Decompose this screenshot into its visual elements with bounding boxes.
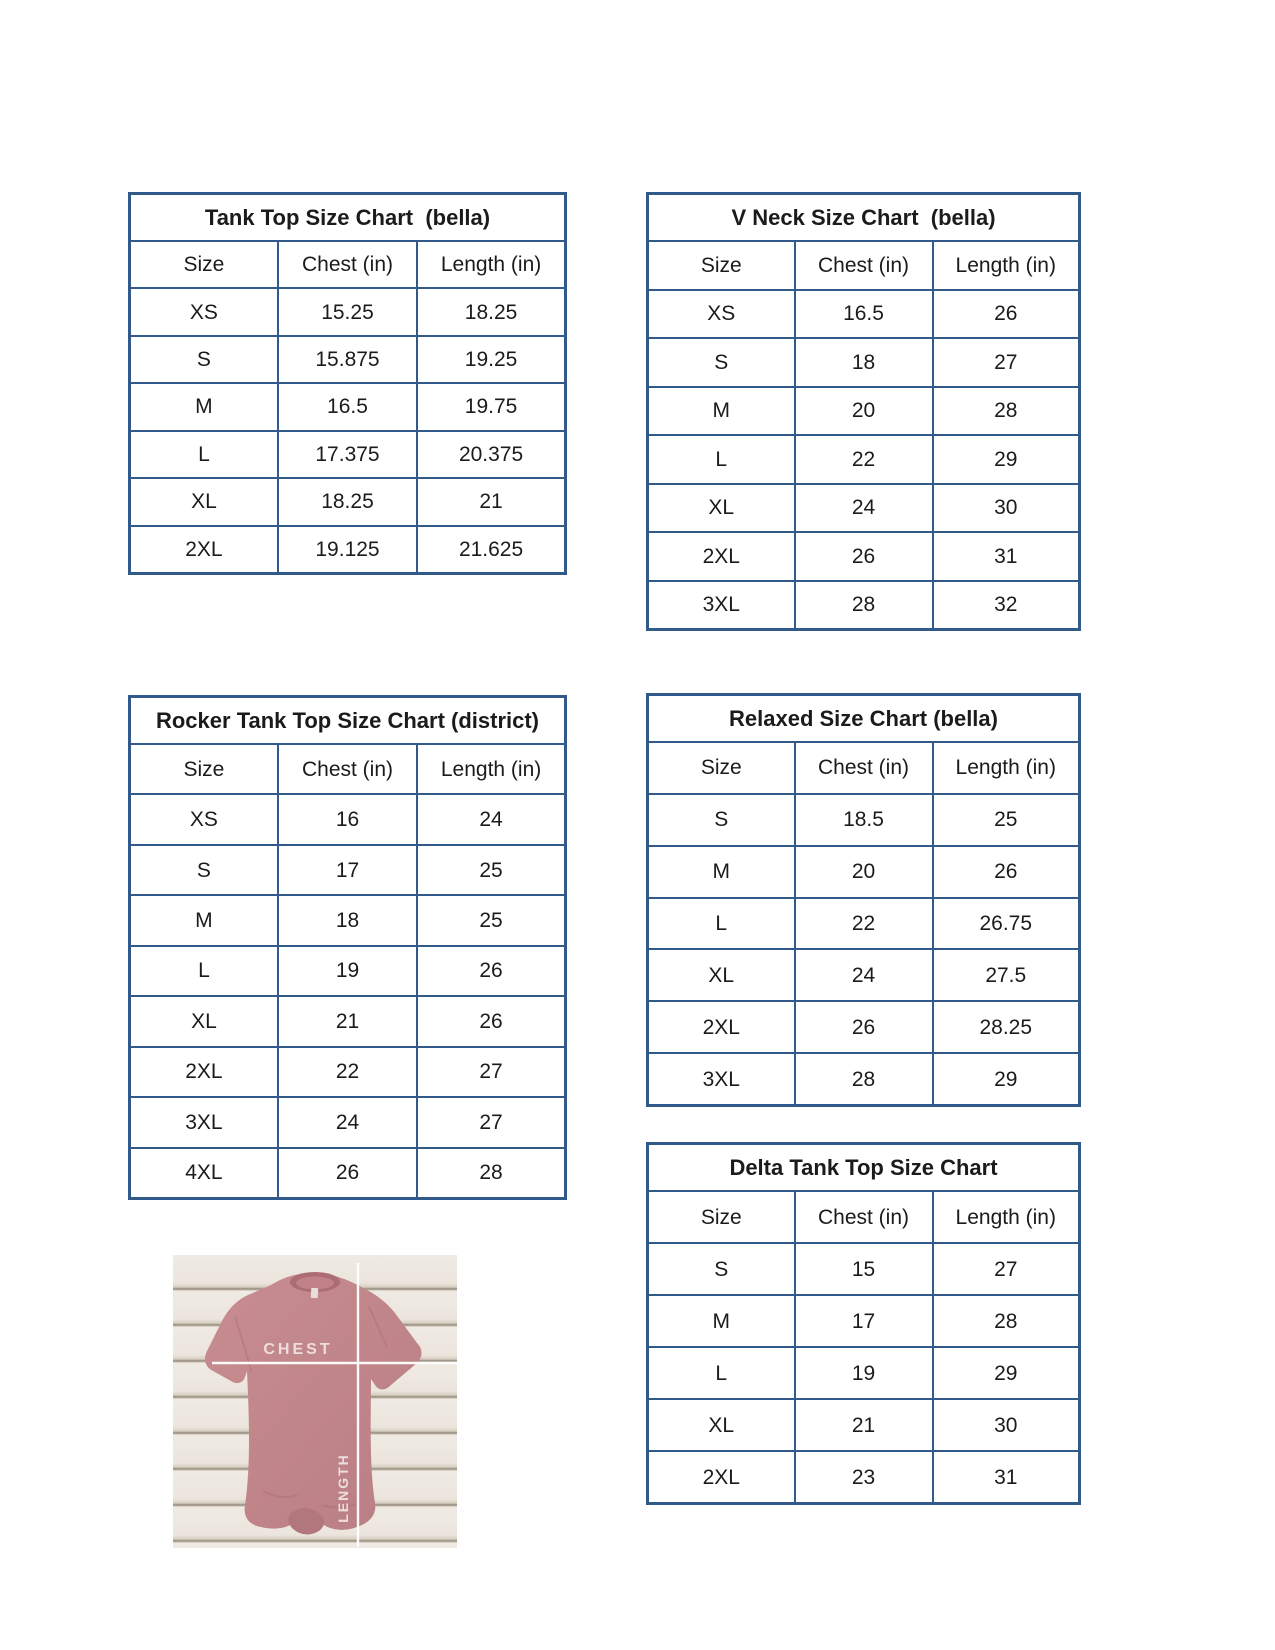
table-cell: 2XL	[131, 1048, 277, 1096]
table-cell: XL	[131, 479, 277, 524]
table-cell: XL	[649, 1400, 794, 1450]
table-cell: XS	[649, 291, 794, 338]
column-header-length: Length (in)	[934, 743, 1079, 793]
table-title: Relaxed Size Chart (bella)	[649, 696, 1078, 741]
table-cell: 17	[279, 846, 416, 894]
chest-label: CHEST	[263, 1341, 333, 1358]
length-label: LENGTH	[335, 1453, 351, 1523]
table-cell: 21.625	[418, 527, 564, 572]
table-cell: 20	[796, 847, 932, 897]
table-cell: 30	[934, 1400, 1079, 1450]
table-cell: 26	[796, 1002, 932, 1052]
table-cell: 28	[934, 1296, 1079, 1346]
column-header-size: Size	[649, 242, 794, 289]
table-cell: S	[649, 795, 794, 845]
table-cell: 19.125	[279, 527, 416, 572]
table-cell: 3XL	[649, 1054, 794, 1104]
table-cell: 22	[796, 899, 932, 949]
table-cell: 18	[796, 339, 932, 386]
table-cell: S	[649, 339, 794, 386]
table-cell: 28	[796, 582, 932, 629]
table-cell: XS	[131, 795, 277, 843]
column-header-size: Size	[131, 242, 277, 287]
delta-tank-top-size-chart-table	[646, 1142, 1081, 1505]
column-header-chest: Chest (in)	[796, 743, 932, 793]
table-title: Delta Tank Top Size Chart	[649, 1145, 1078, 1190]
table-cell: 15.875	[279, 337, 416, 382]
column-header-length: Length (in)	[418, 745, 564, 793]
table-cell: M	[649, 388, 794, 435]
table-cell: XL	[649, 950, 794, 1000]
table-cell: 28	[418, 1149, 564, 1197]
table-cell: S	[649, 1244, 794, 1294]
table-cell: 31	[934, 533, 1079, 580]
table-cell: 26	[934, 291, 1079, 338]
table-cell: 26.75	[934, 899, 1079, 949]
table-cell: L	[649, 899, 794, 949]
collar-opening	[296, 1277, 334, 1290]
table-cell: 29	[934, 1054, 1079, 1104]
table-cell: 23	[796, 1452, 932, 1502]
rocker-tank-top-size-chart-table	[128, 695, 567, 1200]
column-header-size: Size	[131, 745, 277, 793]
table-cell: 29	[934, 1348, 1079, 1398]
table-cell: 18.25	[418, 289, 564, 334]
table-cell: 24	[796, 950, 932, 1000]
table-cell: 19	[279, 947, 416, 995]
table-cell: M	[649, 1296, 794, 1346]
table-cell: 28	[796, 1054, 932, 1104]
table-cell: M	[649, 847, 794, 897]
column-header-chest: Chest (in)	[279, 242, 416, 287]
table-cell: 28	[934, 388, 1079, 435]
table-cell: 26	[934, 847, 1079, 897]
table-title: Tank Top Size Chart (bella)	[131, 195, 564, 240]
table-cell: 29	[934, 436, 1079, 483]
table-cell: 20	[796, 388, 932, 435]
table-cell: 17.375	[279, 432, 416, 477]
table-cell: 24	[418, 795, 564, 843]
table-cell: 19	[796, 1348, 932, 1398]
table-cell: 2XL	[649, 1002, 794, 1052]
tshirt-graphic	[173, 1255, 457, 1548]
table-cell: 20.375	[418, 432, 564, 477]
table-cell: XL	[649, 485, 794, 532]
table-cell: 21	[796, 1400, 932, 1450]
table-cell: 27	[418, 1048, 564, 1096]
table-title: V Neck Size Chart (bella)	[649, 195, 1078, 240]
table-cell: L	[649, 1348, 794, 1398]
column-header-chest: Chest (in)	[279, 745, 416, 793]
column-header-size: Size	[649, 743, 794, 793]
tshirt-body	[205, 1273, 422, 1530]
table-cell: 21	[279, 997, 416, 1045]
table-cell: 28.25	[934, 1002, 1079, 1052]
v-neck-size-chart-table	[646, 192, 1081, 631]
table-cell: 27	[934, 1244, 1079, 1294]
table-cell: 4XL	[131, 1149, 277, 1197]
table-cell: 26	[418, 947, 564, 995]
table-cell: L	[131, 432, 277, 477]
neck-tag	[311, 1288, 319, 1298]
table-cell: 24	[796, 485, 932, 532]
table-cell: 26	[418, 997, 564, 1045]
table-cell: 15.25	[279, 289, 416, 334]
table-cell: 16.5	[796, 291, 932, 338]
table-cell: XS	[131, 289, 277, 334]
table-cell: 27	[418, 1098, 564, 1146]
table-cell: 18.25	[279, 479, 416, 524]
table-cell: 25	[418, 896, 564, 944]
shirt-measurement-photo	[173, 1255, 457, 1548]
table-cell: XL	[131, 997, 277, 1045]
table-title: Rocker Tank Top Size Chart (district)	[131, 698, 564, 743]
table-cell: 25	[418, 846, 564, 894]
table-cell: 2XL	[649, 1452, 794, 1502]
column-header-length: Length (in)	[934, 1192, 1079, 1242]
table-cell: 26	[279, 1149, 416, 1197]
table-cell: M	[131, 896, 277, 944]
table-cell: 15	[796, 1244, 932, 1294]
table-cell: 30	[934, 485, 1079, 532]
table-cell: 21	[418, 479, 564, 524]
table-cell: S	[131, 337, 277, 382]
table-cell: 27.5	[934, 950, 1079, 1000]
table-cell: 3XL	[131, 1098, 277, 1146]
column-header-chest: Chest (in)	[796, 1192, 932, 1242]
table-cell: 22	[279, 1048, 416, 1096]
table-cell: 22	[796, 436, 932, 483]
table-cell: S	[131, 846, 277, 894]
table-cell: 2XL	[649, 533, 794, 580]
table-cell: L	[649, 436, 794, 483]
column-header-chest: Chest (in)	[796, 242, 932, 289]
table-cell: 18.5	[796, 795, 932, 845]
table-cell: 26	[796, 533, 932, 580]
tank-top-size-chart-table	[128, 192, 567, 575]
table-cell: 25	[934, 795, 1079, 845]
table-cell: 3XL	[649, 582, 794, 629]
table-cell: 19.75	[418, 384, 564, 429]
table-cell: 32	[934, 582, 1079, 629]
column-header-length: Length (in)	[934, 242, 1079, 289]
table-cell: 16	[279, 795, 416, 843]
relaxed-size-chart-table	[646, 693, 1081, 1107]
table-cell: 17	[796, 1296, 932, 1346]
table-cell: 2XL	[131, 527, 277, 572]
table-cell: 18	[279, 896, 416, 944]
table-cell: 19.25	[418, 337, 564, 382]
column-header-size: Size	[649, 1192, 794, 1242]
table-cell: 16.5	[279, 384, 416, 429]
table-cell: L	[131, 947, 277, 995]
table-cell: 27	[934, 339, 1079, 386]
column-header-length: Length (in)	[418, 242, 564, 287]
table-cell: 24	[279, 1098, 416, 1146]
table-cell: M	[131, 384, 277, 429]
table-cell: 31	[934, 1452, 1079, 1502]
